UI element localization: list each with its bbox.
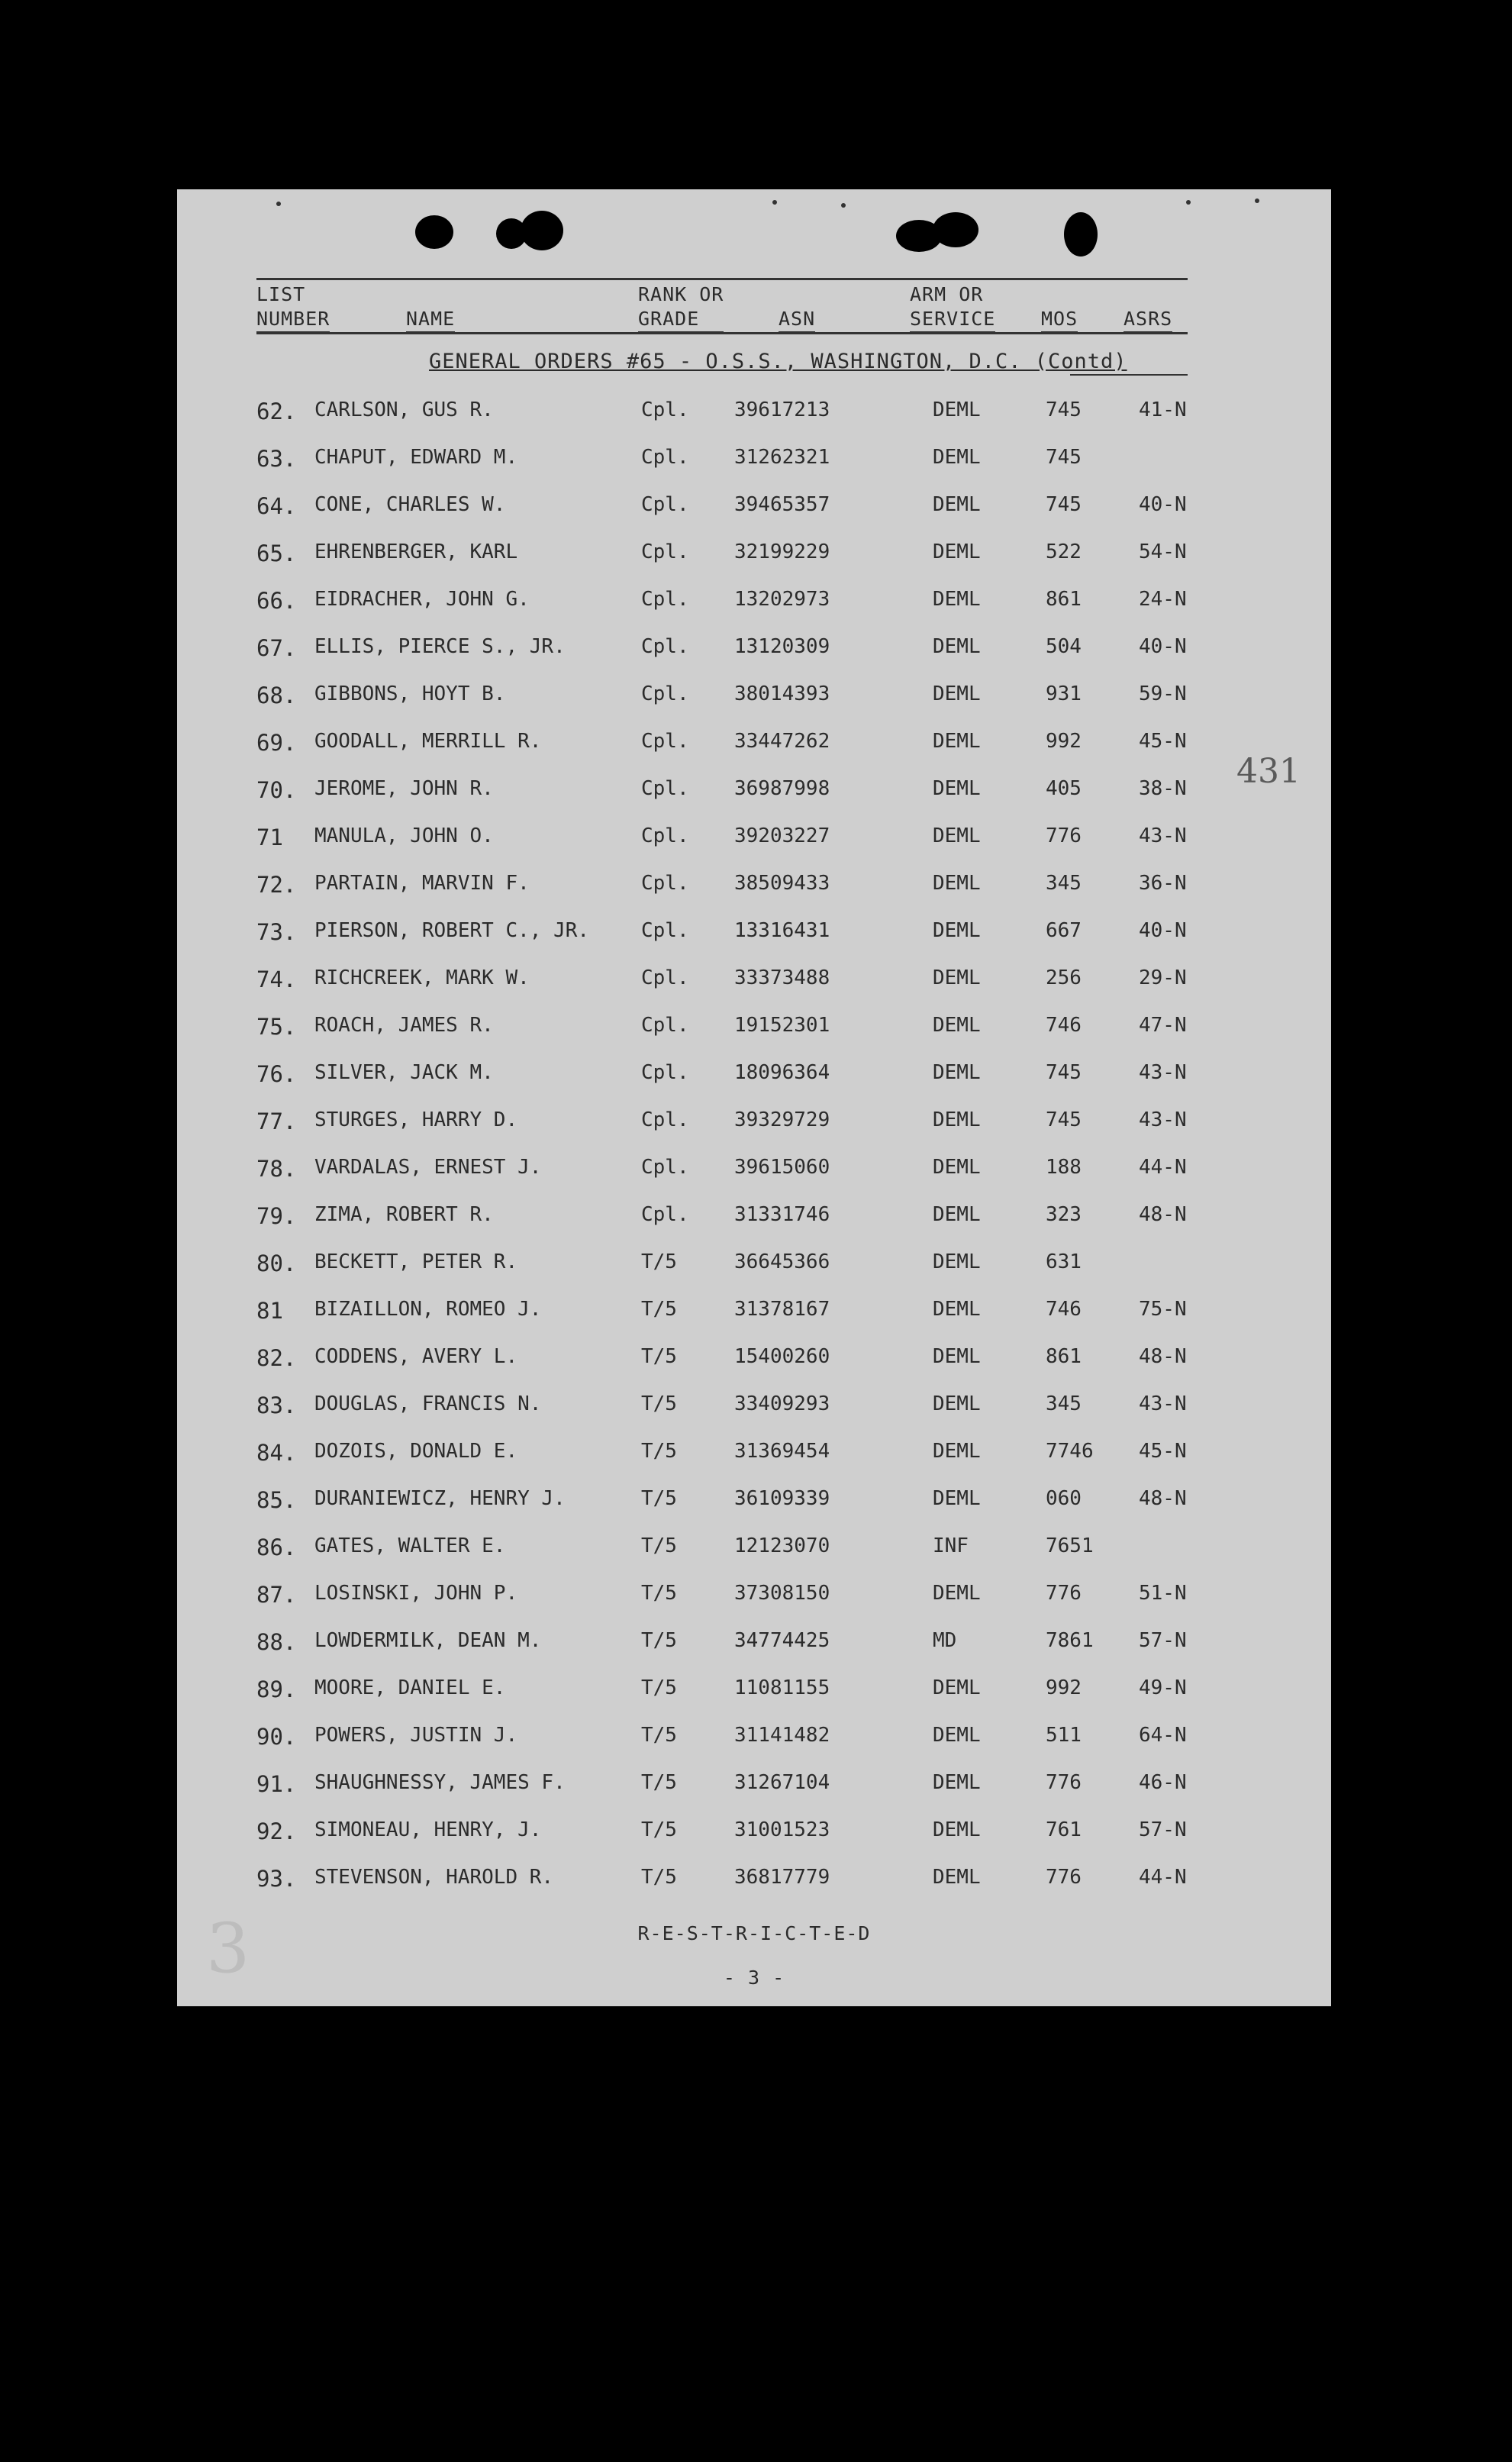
list-number: 86. <box>256 1534 297 1560</box>
table-row <box>177 1199 1331 1232</box>
table-row <box>177 1151 1331 1185</box>
member-name: MOORE, DANIEL E. <box>314 1676 506 1699</box>
table-row <box>177 1767 1331 1800</box>
member-name: ZIMA, ROBERT R. <box>314 1203 494 1226</box>
header-srs: ASRS <box>1124 307 1172 333</box>
table-row <box>177 489 1331 522</box>
member-name: POWERS, JUSTIN J. <box>314 1724 518 1747</box>
serial-number: 33409293 <box>734 1392 830 1415</box>
member-name: STEVENSON, HAROLD R. <box>314 1866 554 1889</box>
serial-number: 38014393 <box>734 682 830 705</box>
mos-code: 323 <box>1046 1203 1082 1226</box>
speck <box>772 200 777 205</box>
list-number: 77. <box>256 1108 297 1134</box>
list-number: 87. <box>256 1582 297 1608</box>
mos-code: 7861 <box>1046 1629 1094 1652</box>
arm-service: DEML <box>933 777 981 800</box>
arm-service: DEML <box>933 399 981 421</box>
rank-grade: Cpl. <box>641 588 689 611</box>
arm-service: DEML <box>933 1108 981 1131</box>
arm-service: DEML <box>933 635 981 658</box>
rank-grade: Cpl. <box>641 399 689 421</box>
list-number: 75. <box>256 1014 297 1040</box>
rank-grade: Cpl. <box>641 777 689 800</box>
asrs-score: 57-N <box>1139 1629 1187 1652</box>
arm-service: DEML <box>933 966 981 989</box>
arm-service: DEML <box>933 1345 981 1368</box>
classification-marking: R-E-S-T-R-I-C-T-E-D <box>637 1922 871 1944</box>
asrs-score: 43-N <box>1139 1061 1187 1084</box>
arm-service: DEML <box>933 540 981 563</box>
mos-code: 631 <box>1046 1250 1082 1273</box>
serial-number: 13120309 <box>734 635 830 658</box>
member-name: CHAPUT, EDWARD M. <box>314 446 518 469</box>
list-number: 79. <box>256 1203 297 1229</box>
member-name: PARTAIN, MARVIN F. <box>314 872 530 895</box>
header-arm: ARM OR SERVICE <box>910 282 995 333</box>
table-row <box>177 1057 1331 1090</box>
header-mos: MOS <box>1041 307 1078 333</box>
asrs-score: 75-N <box>1139 1298 1187 1321</box>
mos-code: 745 <box>1046 399 1082 421</box>
rank-grade: Cpl. <box>641 493 689 516</box>
member-name: GIBBONS, HOYT B. <box>314 682 506 705</box>
table-row <box>177 583 1331 617</box>
mos-code: 345 <box>1046 1392 1082 1415</box>
arm-service: DEML <box>933 872 981 895</box>
serial-number: 31262321 <box>734 446 830 469</box>
punch-hole <box>415 215 453 249</box>
arm-service: DEML <box>933 1061 981 1084</box>
rank-grade: T/5 <box>641 1487 677 1510</box>
rank-grade: T/5 <box>641 1345 677 1368</box>
list-number: 69. <box>256 730 297 756</box>
list-number: 85. <box>256 1487 297 1513</box>
serial-number: 34774425 <box>734 1629 830 1652</box>
list-number: 70. <box>256 777 297 803</box>
serial-number: 39617213 <box>734 399 830 421</box>
rank-grade: Cpl. <box>641 540 689 563</box>
arm-service: DEML <box>933 1156 981 1179</box>
asrs-score: 36-N <box>1139 872 1187 895</box>
serial-number: 39329729 <box>734 1108 830 1131</box>
asrs-score: 29-N <box>1139 966 1187 989</box>
arm-service: DEML <box>933 1771 981 1794</box>
list-number: 92. <box>256 1818 297 1844</box>
member-name: SIMONEAU, HENRY, J. <box>314 1818 542 1841</box>
asrs-score: 44-N <box>1139 1156 1187 1179</box>
serial-number: 31331746 <box>734 1203 830 1226</box>
member-name: BECKETT, PETER R. <box>314 1250 518 1273</box>
serial-number: 33373488 <box>734 966 830 989</box>
rank-grade: T/5 <box>641 1866 677 1889</box>
rank-grade: Cpl. <box>641 682 689 705</box>
section-title: GENERAL ORDERS #65 - O.S.S., WASHINGTON, D.C. (Contd) <box>429 350 1127 373</box>
arm-service: DEML <box>933 493 981 516</box>
member-name: EHRENBERGER, KARL <box>314 540 518 563</box>
member-name: STURGES, HARRY D. <box>314 1108 518 1131</box>
asrs-score: 41-N <box>1139 399 1187 421</box>
header-bottom-rule <box>256 332 1188 334</box>
asrs-score: 38-N <box>1139 777 1187 800</box>
list-number: 80. <box>256 1250 297 1276</box>
table-row <box>177 1861 1331 1895</box>
mos-code: 745 <box>1046 1061 1082 1084</box>
list-number: 67. <box>256 635 297 661</box>
asrs-score: 49-N <box>1139 1676 1187 1699</box>
table-row <box>177 441 1331 475</box>
mos-code: 7746 <box>1046 1440 1094 1463</box>
member-name: ROACH, JAMES R. <box>314 1014 494 1037</box>
asrs-score: 45-N <box>1139 730 1187 753</box>
rank-grade: T/5 <box>641 1771 677 1794</box>
mos-code: 745 <box>1046 493 1082 516</box>
list-number: 91. <box>256 1771 297 1797</box>
table-row <box>177 536 1331 570</box>
header-rank: RANK OR GRADE <box>638 282 724 333</box>
list-number: 88. <box>256 1629 297 1655</box>
mos-code: 745 <box>1046 1108 1082 1131</box>
mos-code: 776 <box>1046 1866 1082 1889</box>
asrs-score: 40-N <box>1139 635 1187 658</box>
table-row <box>177 1246 1331 1279</box>
list-number: 82. <box>256 1345 297 1371</box>
member-name: RICHCREEK, MARK W. <box>314 966 530 989</box>
rank-grade: T/5 <box>641 1392 677 1415</box>
table-row <box>177 1719 1331 1753</box>
member-name: PIERSON, ROBERT C., JR. <box>314 919 590 942</box>
title-tail-rule <box>1070 374 1188 376</box>
speck <box>1255 198 1259 203</box>
mos-code: 7651 <box>1046 1534 1094 1557</box>
rank-grade: Cpl. <box>641 1014 689 1037</box>
mos-code: 861 <box>1046 1345 1082 1368</box>
member-name: DOZOIS, DONALD E. <box>314 1440 518 1463</box>
member-name: VARDALAS, ERNEST J. <box>314 1156 542 1179</box>
arm-service: DEML <box>933 919 981 942</box>
member-name: DOUGLAS, FRANCIS N. <box>314 1392 542 1415</box>
serial-number: 13316431 <box>734 919 830 942</box>
asrs-score: 44-N <box>1139 1866 1187 1889</box>
mos-code: 405 <box>1046 777 1082 800</box>
punch-hole <box>521 211 563 250</box>
rank-grade: T/5 <box>641 1629 677 1652</box>
speck <box>1186 200 1191 205</box>
member-name: MANULA, JOHN O. <box>314 824 494 847</box>
asrs-score: 57-N <box>1139 1818 1187 1841</box>
table-row <box>177 820 1331 853</box>
list-number: 64. <box>256 493 297 519</box>
table-row <box>177 394 1331 428</box>
member-name: DURANIEWICZ, HENRY J. <box>314 1487 566 1510</box>
rank-grade: T/5 <box>641 1582 677 1605</box>
list-number: 65. <box>256 540 297 566</box>
asrs-score: 48-N <box>1139 1487 1187 1510</box>
list-number: 90. <box>256 1724 297 1750</box>
asrs-score: 48-N <box>1139 1203 1187 1226</box>
table-row <box>177 1577 1331 1611</box>
rank-grade: Cpl. <box>641 730 689 753</box>
arm-service: DEML <box>933 1487 981 1510</box>
rank-grade: T/5 <box>641 1676 677 1699</box>
serial-number: 36645366 <box>734 1250 830 1273</box>
rank-grade: T/5 <box>641 1724 677 1747</box>
member-name: GATES, WALTER E. <box>314 1534 506 1557</box>
table-row <box>177 1814 1331 1847</box>
table-row <box>177 1388 1331 1421</box>
list-number: 78. <box>256 1156 297 1182</box>
table-row <box>177 1104 1331 1137</box>
member-name: GOODALL, MERRILL R. <box>314 730 542 753</box>
serial-number: 18096364 <box>734 1061 830 1084</box>
table-row <box>177 867 1331 901</box>
rank-grade: T/5 <box>641 1534 677 1557</box>
mos-code: 060 <box>1046 1487 1082 1510</box>
member-name: JEROME, JOHN R. <box>314 777 494 800</box>
rank-grade: Cpl. <box>641 1108 689 1131</box>
asrs-score: 40-N <box>1139 919 1187 942</box>
arm-service: DEML <box>933 1724 981 1747</box>
arm-service: DEML <box>933 682 981 705</box>
asrs-score: 48-N <box>1139 1345 1187 1368</box>
serial-number: 39615060 <box>734 1156 830 1179</box>
table-row <box>177 1341 1331 1374</box>
serial-number: 19152301 <box>734 1014 830 1037</box>
serial-number: 31369454 <box>734 1440 830 1463</box>
serial-number: 12123070 <box>734 1534 830 1557</box>
asrs-score: 64-N <box>1139 1724 1187 1747</box>
asrs-score: 43-N <box>1139 824 1187 847</box>
serial-number: 13202973 <box>734 588 830 611</box>
header-name: NAME <box>406 307 455 333</box>
header-asn: ASN <box>779 307 815 333</box>
asrs-score: 51-N <box>1139 1582 1187 1605</box>
asrs-score: 59-N <box>1139 682 1187 705</box>
asrs-score: 24-N <box>1139 588 1187 611</box>
table-row <box>177 631 1331 664</box>
arm-service: DEML <box>933 1440 981 1463</box>
serial-number: 36817779 <box>734 1866 830 1889</box>
list-number: 84. <box>256 1440 297 1466</box>
mos-code: 745 <box>1046 446 1082 469</box>
rank-grade: Cpl. <box>641 1061 689 1084</box>
arm-service: DEML <box>933 1866 981 1889</box>
arm-service: DEML <box>933 446 981 469</box>
arm-service: DEML <box>933 1298 981 1321</box>
mos-code: 511 <box>1046 1724 1082 1747</box>
list-number: 76. <box>256 1061 297 1087</box>
member-name: LOSINSKI, JOHN P. <box>314 1582 518 1605</box>
table-row <box>177 773 1331 806</box>
member-name: CODDENS, AVERY L. <box>314 1345 518 1368</box>
serial-number: 11081155 <box>734 1676 830 1699</box>
pencil-mark: 3 <box>206 1909 250 1989</box>
mos-code: 861 <box>1046 588 1082 611</box>
arm-service: DEML <box>933 1014 981 1037</box>
arm-service: DEML <box>933 1818 981 1841</box>
serial-number: 39203227 <box>734 824 830 847</box>
asrs-score: 45-N <box>1139 1440 1187 1463</box>
mos-code: 345 <box>1046 872 1082 895</box>
punch-hole <box>933 212 978 247</box>
arm-service: DEML <box>933 1203 981 1226</box>
asrs-score: 54-N <box>1139 540 1187 563</box>
table-row <box>177 678 1331 711</box>
serial-number: 33447262 <box>734 730 830 753</box>
arm-service: DEML <box>933 730 981 753</box>
table-row <box>177 1293 1331 1327</box>
arm-service: MD <box>933 1629 957 1652</box>
list-number: 83. <box>256 1392 297 1418</box>
arm-service: DEML <box>933 1250 981 1273</box>
asrs-score: 46-N <box>1139 1771 1187 1794</box>
list-number: 72. <box>256 872 297 898</box>
member-name: CONE, CHARLES W. <box>314 493 506 516</box>
asrs-score: 47-N <box>1139 1014 1187 1037</box>
member-name: EIDRACHER, JOHN G. <box>314 588 530 611</box>
member-name: CARLSON, GUS R. <box>314 399 494 421</box>
list-number: 63. <box>256 446 297 472</box>
list-number: 74. <box>256 966 297 992</box>
list-number: 62. <box>256 399 297 424</box>
member-name: SILVER, JACK M. <box>314 1061 494 1084</box>
serial-number: 38509433 <box>734 872 830 895</box>
mos-code: 188 <box>1046 1156 1082 1179</box>
mos-code: 504 <box>1046 635 1082 658</box>
speck <box>841 203 846 208</box>
mos-code: 776 <box>1046 824 1082 847</box>
mos-code: 776 <box>1046 1582 1082 1605</box>
header-top-rule <box>256 278 1188 280</box>
mos-code: 256 <box>1046 966 1082 989</box>
list-number: 81 <box>256 1298 283 1324</box>
asrs-score: 43-N <box>1139 1392 1187 1415</box>
table-row <box>177 1625 1331 1658</box>
page-number: - 3 - <box>723 1967 785 1989</box>
table-row <box>177 915 1331 948</box>
arm-service: DEML <box>933 1582 981 1605</box>
rank-grade: Cpl. <box>641 635 689 658</box>
arm-service: DEML <box>933 588 981 611</box>
asrs-score: 43-N <box>1139 1108 1187 1131</box>
document-page <box>177 189 1331 2006</box>
mos-code: 992 <box>1046 730 1082 753</box>
rank-grade: Cpl. <box>641 872 689 895</box>
rank-grade: Cpl. <box>641 966 689 989</box>
rank-grade: Cpl. <box>641 1156 689 1179</box>
mos-code: 776 <box>1046 1771 1082 1794</box>
list-number: 68. <box>256 682 297 708</box>
rank-grade: Cpl. <box>641 446 689 469</box>
arm-service: INF <box>933 1534 969 1557</box>
mos-code: 992 <box>1046 1676 1082 1699</box>
speck <box>276 202 281 206</box>
rank-grade: T/5 <box>641 1818 677 1841</box>
member-name: SHAUGHNESSY, JAMES F. <box>314 1771 566 1794</box>
rank-grade: T/5 <box>641 1250 677 1273</box>
mos-code: 931 <box>1046 682 1082 705</box>
mos-code: 667 <box>1046 919 1082 942</box>
serial-number: 31267104 <box>734 1771 830 1794</box>
table-row <box>177 1009 1331 1043</box>
table-row <box>177 1483 1331 1516</box>
rank-grade: Cpl. <box>641 1203 689 1226</box>
serial-number: 32199229 <box>734 540 830 563</box>
header-list: LIST NUMBER <box>256 282 330 333</box>
rank-grade: T/5 <box>641 1298 677 1321</box>
serial-number: 31001523 <box>734 1818 830 1841</box>
arm-service: DEML <box>933 1676 981 1699</box>
list-number: 66. <box>256 588 297 614</box>
asrs-score: 40-N <box>1139 493 1187 516</box>
arm-service: DEML <box>933 824 981 847</box>
serial-number: 37308150 <box>734 1582 830 1605</box>
rank-grade: Cpl. <box>641 824 689 847</box>
table-row <box>177 725 1331 759</box>
serial-number: 31141482 <box>734 1724 830 1747</box>
rank-grade: T/5 <box>641 1440 677 1463</box>
margin-stamp-number: 431 <box>1236 752 1301 791</box>
serial-number: 36987998 <box>734 777 830 800</box>
member-name: LOWDERMILK, DEAN M. <box>314 1629 542 1652</box>
serial-number: 36109339 <box>734 1487 830 1510</box>
serial-number: 39465357 <box>734 493 830 516</box>
arm-service: DEML <box>933 1392 981 1415</box>
list-number: 71 <box>256 824 283 850</box>
serial-number: 15400260 <box>734 1345 830 1368</box>
mos-code: 746 <box>1046 1014 1082 1037</box>
mos-code: 522 <box>1046 540 1082 563</box>
list-number: 93. <box>256 1866 297 1892</box>
table-row <box>177 1672 1331 1705</box>
mos-code: 746 <box>1046 1298 1082 1321</box>
mos-code: 761 <box>1046 1818 1082 1841</box>
serial-number: 31378167 <box>734 1298 830 1321</box>
rank-grade: Cpl. <box>641 919 689 942</box>
member-name: BIZAILLON, ROMEO J. <box>314 1298 542 1321</box>
member-name: ELLIS, PIERCE S., JR. <box>314 635 566 658</box>
punch-hole <box>1064 212 1098 257</box>
table-row <box>177 1530 1331 1563</box>
list-number: 89. <box>256 1676 297 1702</box>
list-number: 73. <box>256 919 297 945</box>
table-row <box>177 1435 1331 1469</box>
table-row <box>177 962 1331 995</box>
